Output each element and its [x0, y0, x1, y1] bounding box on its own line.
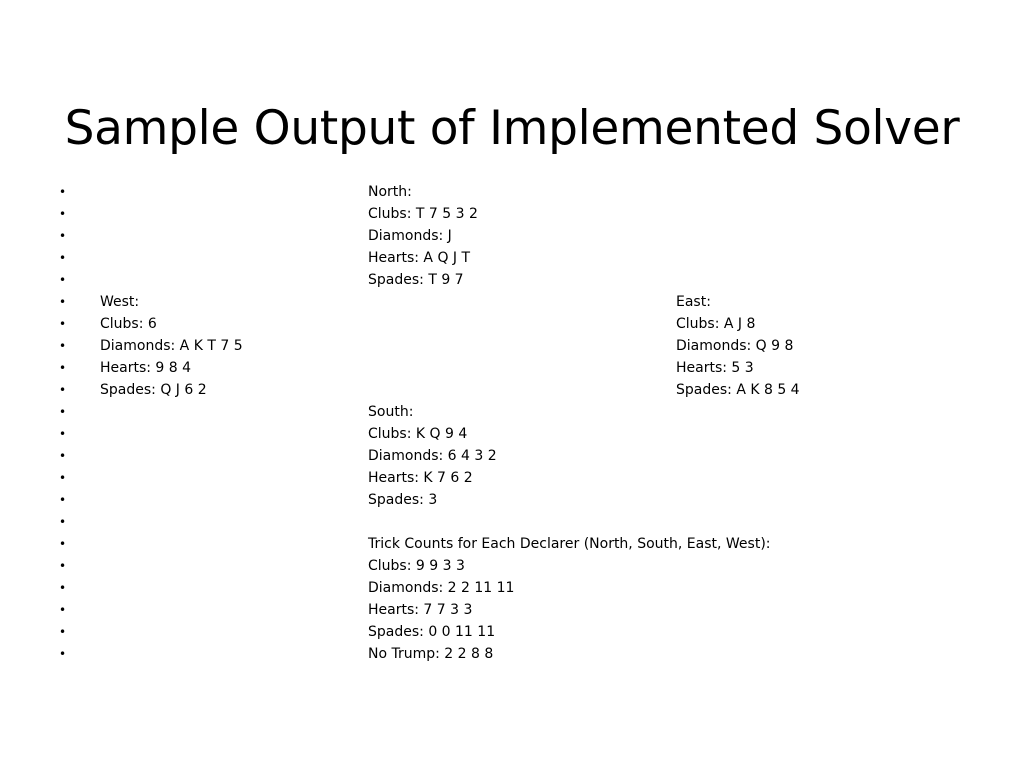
bullet-point: •	[59, 449, 67, 463]
list-item	[0, 445, 1024, 467]
line-text-center: Clubs: T 7 5 3 2	[368, 206, 478, 222]
list-item	[0, 225, 1024, 247]
line-text-center: No Trump: 2 2 8 8	[368, 646, 494, 662]
line-text-right: Clubs: A J 8	[676, 316, 756, 332]
line-text-center: Clubs: 9 9 3 3	[368, 558, 465, 574]
list-item	[0, 423, 1024, 445]
line-text-right: Hearts: 5 3	[676, 360, 754, 376]
list-item	[0, 269, 1024, 291]
line-text-center: Diamonds: 6 4 3 2	[368, 448, 497, 464]
line-text-center: Hearts: 7 7 3 3	[368, 602, 473, 618]
bullet-point: •	[59, 339, 67, 353]
list-item	[0, 511, 1024, 533]
bullet-point: •	[59, 185, 67, 199]
line-text-center: Spades: 3	[368, 492, 438, 508]
line-text-left: West:	[100, 294, 140, 310]
list-item	[0, 181, 1024, 203]
bullet-point: •	[59, 559, 67, 573]
list-item	[0, 203, 1024, 225]
list-item	[0, 577, 1024, 599]
bullet-point: •	[59, 405, 67, 419]
bullet-point: •	[59, 537, 67, 551]
list-item	[0, 599, 1024, 621]
line-text-center: South:	[368, 404, 414, 420]
list-item	[0, 489, 1024, 511]
line-text-center: Hearts: A Q J T	[368, 250, 471, 266]
slide-title: Sample Output of Implemented Solver	[64, 101, 960, 157]
line-text-center: Spades: 0 0 11 11	[368, 624, 496, 640]
list-item	[0, 291, 1024, 313]
line-text-center: Hearts: K 7 6 2	[368, 470, 473, 486]
line-text-left: Hearts: 9 8 4	[100, 360, 192, 376]
line-text-center: Diamonds: J	[368, 228, 452, 244]
bullet-point: •	[59, 229, 67, 243]
bullet-point: •	[59, 317, 67, 331]
bullet-point: •	[59, 515, 67, 529]
bullet-point: •	[59, 603, 67, 617]
list-item	[0, 621, 1024, 643]
bullet-point: •	[59, 207, 67, 221]
line-text-center: Diamonds: 2 2 11 11	[368, 580, 515, 596]
list-item	[0, 643, 1024, 665]
list-item	[0, 335, 1024, 357]
bullet-point: •	[59, 273, 67, 287]
line-text-center: Spades: T 9 7	[368, 272, 464, 288]
list-item	[0, 533, 1024, 555]
line-text-left: Clubs: 6	[100, 316, 157, 332]
bullet-point: •	[59, 295, 67, 309]
bullet-point: •	[59, 427, 67, 441]
list-item	[0, 357, 1024, 379]
list-item	[0, 379, 1024, 401]
bullet-point: •	[59, 251, 67, 265]
bullet-point: •	[59, 647, 67, 661]
line-text-center: Clubs: K Q 9 4	[368, 426, 468, 442]
line-text-center: Trick Counts for Each Declarer (North, South, East, West):	[368, 536, 771, 552]
line-text-left: Spades: Q J 6 2	[100, 382, 207, 398]
line-text-left: Diamonds: A K T 7 5	[100, 338, 243, 354]
bullet-list	[0, 181, 1024, 671]
bullet-point: •	[59, 493, 67, 507]
bullet-point: •	[59, 361, 67, 375]
list-item	[0, 247, 1024, 269]
bullet-point: •	[59, 471, 67, 485]
line-text-center: North:	[368, 184, 412, 200]
list-item	[0, 555, 1024, 577]
line-text-right: Diamonds: Q 9 8	[676, 338, 794, 354]
bullet-point: •	[59, 581, 67, 595]
bullet-point: •	[59, 625, 67, 639]
list-item	[0, 401, 1024, 423]
list-item	[0, 467, 1024, 489]
list-item	[0, 313, 1024, 335]
bullet-point: •	[59, 383, 67, 397]
line-text-right: Spades: A K 8 5 4	[676, 382, 800, 398]
line-text-right: East:	[676, 294, 711, 310]
